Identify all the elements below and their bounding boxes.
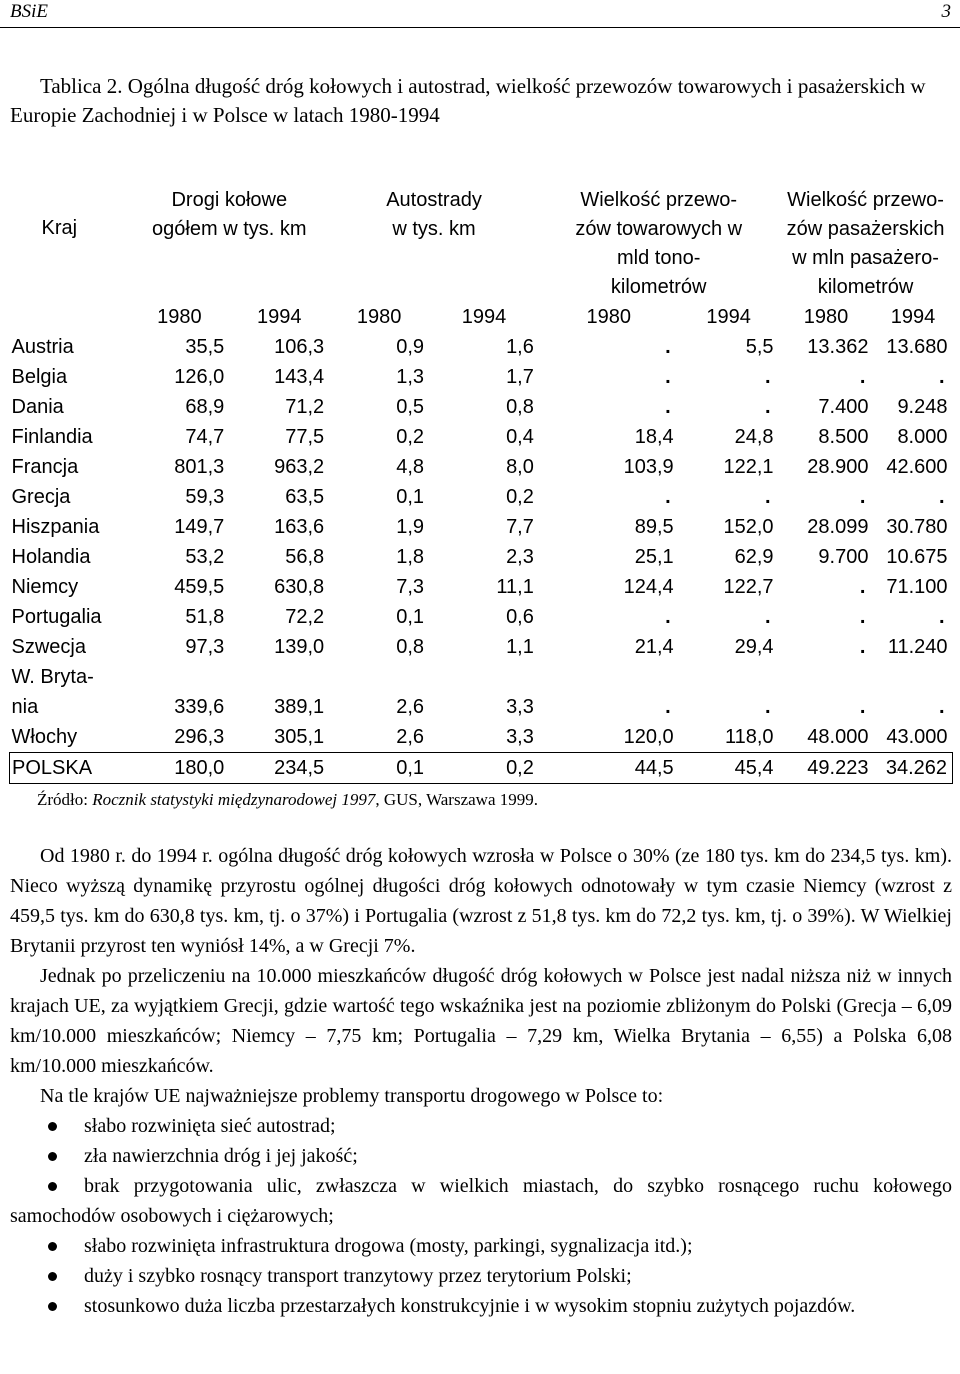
year-cell: 1994 [706,306,751,328]
value-cell: 2,6 [396,696,425,718]
value-cell: 630,8 [274,576,325,598]
value-cell: 120,0 [623,726,674,748]
value-cell: 21,4 [634,636,674,658]
list-item [10,1141,952,1171]
value-cell: 18,4 [634,426,674,448]
year-cell: 1980 [803,306,849,328]
table-row [10,572,953,602]
value-cell: 180,0 [129,753,229,784]
source-title: Rocznik statystyki międzynarodowej 1997 [92,790,376,809]
value-cell: 8.000 [897,426,948,448]
value-cell: . [764,486,771,508]
header-drogi-line2: ogółem w tys. km [152,218,307,240]
header-kraj: Kraj [41,217,78,239]
value-cell: 122,1 [723,456,774,478]
list-item-text: słabo rozwinięta infrastruktura drogowa (mosty, parkingi, sygnalizacja itd.); [84,1235,693,1257]
value-cell: 89,5 [634,516,674,538]
bullet-icon [48,1272,57,1281]
value-cell: 234,5 [229,753,329,784]
country-cell: Szwecja [11,636,86,658]
country-cell [10,662,130,722]
list-item-text: zła nawierzchnia dróg i jej jakość; [84,1145,358,1167]
value-cell: 0,2 [396,426,425,448]
value-cell: 1,6 [506,336,534,358]
value-cell: 11,1 [496,576,534,598]
value-cell: 459,5 [174,576,225,598]
value-cell: 9.248 [897,396,948,418]
year-cell: 1980 [157,306,202,328]
value-cell: 2,3 [506,546,534,568]
value-cell: . [938,696,945,718]
source-suffix: , GUS, Warszawa 1999. [375,790,538,809]
value-cell: 963,2 [274,456,325,478]
value-cell: . [665,696,671,718]
body-text [10,841,952,1321]
list-item-text: słabo rozwinięta sieć autostrad; [84,1115,336,1137]
value-cell: 0,8 [506,396,534,418]
value-cell: 97,3 [185,636,225,658]
table-row [10,753,953,784]
header-pasazerskie [779,182,953,302]
value-cell: 28.099 [807,516,869,538]
years-row [10,302,953,332]
value-cell: 48.000 [807,726,869,748]
value-cell: 72,2 [285,606,325,628]
table-row [10,722,953,753]
value-cell: 28.900 [807,456,869,478]
value-cell: 68,9 [185,396,225,418]
value-cell: . [665,396,671,418]
header-pasazerskie-line2: zów pasażerskich [786,218,945,240]
header-pasazerskie-line4: kilometrów [817,276,914,298]
header-towarowe-line1: Wielkość przewo- [580,189,738,211]
bullet-icon [48,1122,57,1131]
value-cell: 106,3 [274,336,325,358]
value-cell: . [938,486,945,508]
value-cell: 49.223 [779,753,874,784]
country-cell: Niemcy [11,576,79,598]
value-cell: 0,1 [396,606,425,628]
paragraph: Jednak po przeliczeniu na 10.000 mieszkańców długość dróg kołowych w Polsce jest nadal niższa niż w innych krajach UE, za wyjątkiem Grecji, gdzie wartość tego wskaźnika jest na poziomie zbliżonym do Polski (Grecja – 6,09 km/10.000 mieszkańców; Niemcy – 7,75 km; Portugalia – 7,29 km, Wielka Brytania – 6,55) a Polska 6,08 km/10.000 mieszkańców. [10,965,952,1077]
header-drogi [129,182,329,302]
table-row [10,332,953,362]
value-cell: . [665,336,671,358]
value-cell: 62,9 [734,546,774,568]
value-cell: 2,6 [396,726,425,748]
value-cell: . [859,366,866,388]
value-cell: 7,7 [506,516,534,538]
value-cell: 7.400 [818,396,869,418]
value-cell: 29,4 [734,636,774,658]
value-cell: 801,3 [174,456,225,478]
value-cell: 9.700 [818,546,869,568]
header-journal-name: BSiE [10,1,48,22]
table-row [10,602,953,632]
country-cell: Dania [11,396,64,418]
value-cell: 296,3 [174,726,225,748]
country-cell: Holandia [11,546,91,568]
value-cell: 59,3 [185,486,225,508]
year-cell: 1980 [356,306,402,328]
value-cell: 44,5 [539,753,679,784]
bullet-icon [48,1152,57,1161]
value-cell: 53,2 [185,546,225,568]
table-title: Tablica 2. Ogólna długość dróg kołowych i autostrad, wielkość przewozów towarowych i pasażerskich w Europie Zachodniej i w Polsce w latach 1980-1994 [10,74,926,127]
country-cell-line: W. Bryta- [11,666,94,688]
page-number: 3 [941,1,951,22]
country-cell: Hiszpania [11,516,100,538]
value-cell: 8.500 [818,426,869,448]
value-cell: . [764,606,771,628]
problem-list [10,1111,952,1321]
value-cell: 13.362 [807,336,869,358]
country-cell-line: nia [11,696,39,718]
value-cell: 0,5 [396,396,425,418]
value-cell: 389,1 [274,696,325,718]
year-cell: 1994 [890,306,936,328]
value-cell: . [764,366,771,388]
list-item [10,1261,952,1291]
table-row [10,452,953,482]
value-cell: . [938,606,945,628]
table-row [10,632,953,662]
value-cell: . [859,636,866,658]
country-cell: Francja [11,456,79,478]
value-cell: . [764,696,771,718]
country-cell: Włochy [11,726,78,748]
year-cell: 1980 [586,306,632,328]
value-cell: . [859,576,866,598]
value-cell: 0,2 [429,753,539,784]
country-cell: Finlandia [11,426,93,448]
value-cell: 149,7 [174,516,225,538]
value-cell: . [665,606,671,628]
list-item [10,1171,952,1231]
value-cell: . [665,366,671,388]
header-row [10,182,953,302]
table-row [10,362,953,392]
value-cell: 0,9 [396,336,425,358]
value-cell: . [665,486,671,508]
value-cell: 25,1 [634,546,674,568]
header-pasazerskie-line3: w mln pasażero- [792,247,939,269]
list-item [10,1111,952,1141]
value-cell: 0,1 [329,753,429,784]
list-item-text: stosunkowo duża liczba przestarzałych konstrukcyjnie i w wysokim stopniu zużytych pojazdów. [84,1295,856,1317]
value-cell: 143,4 [274,366,325,388]
statistics-table [9,182,953,784]
header-towarowe-line4: kilometrów [610,276,707,298]
table-row [10,392,953,422]
table-row [10,422,953,452]
header-towarowe-line2: zów towarowych w [575,218,743,240]
value-cell: . [938,366,945,388]
value-cell: 77,5 [285,426,325,448]
value-cell: . [764,396,771,418]
value-cell: 4,8 [396,456,425,478]
value-cell: 8,0 [506,456,534,478]
value-cell: 30.780 [886,516,948,538]
header-towarowe-line3: mld tono- [617,247,701,269]
running-header [0,0,960,28]
header-pasazerskie-line1: Wielkość przewo- [787,189,944,211]
country-cell: POLSKA [10,753,130,784]
header-autostrady [329,182,539,302]
value-cell: 7,3 [396,576,425,598]
value-cell: 34.262 [873,753,952,784]
value-cell: 56,8 [285,546,325,568]
value-cell: 163,6 [274,516,325,538]
value-cell: 24,8 [734,426,774,448]
value-cell: 51,8 [185,606,225,628]
value-cell: 118,0 [724,726,774,748]
table-row [10,542,953,572]
value-cell: 0,8 [396,636,425,658]
value-cell: 3,3 [506,696,534,718]
year-cell: 1994 [256,306,302,328]
years-blank [10,302,130,332]
value-cell: 122,7 [723,576,774,598]
value-cell: 35,5 [185,336,225,358]
value-cell: 74,7 [185,426,225,448]
value-cell: 339,6 [174,696,225,718]
header-towarowe [539,182,779,302]
value-cell: 124,4 [623,576,674,598]
country-cell: Portugalia [11,606,102,628]
table-row [10,662,953,722]
header-drogi-line1: Drogi kołowe [171,189,288,211]
paragraph: Na tle krajów UE najważniejsze problemy transportu drogowego w Polsce to: [40,1085,664,1107]
value-cell: 63,5 [285,486,325,508]
value-cell: 3,3 [506,726,534,748]
value-cell: . [859,606,866,628]
value-cell: 1,8 [396,546,425,568]
value-cell: 0,4 [506,426,534,448]
value-cell: 1,9 [396,516,425,538]
value-cell: 45,4 [679,753,779,784]
value-cell: 13.680 [886,336,948,358]
value-cell: 152,0 [723,516,774,538]
value-cell: 71,2 [285,396,325,418]
value-cell: 1,3 [396,366,425,388]
list-item [10,1291,952,1321]
value-cell: 43.000 [886,726,948,748]
list-item-text: duży i szybko rosnący transport tranzytowy przez terytorium Polski; [84,1265,632,1287]
value-cell: 103,9 [623,456,674,478]
source-prefix: Źródło: [37,790,93,809]
source-note [37,790,538,810]
list-item-text: brak przygotowania ulic, zwłaszcza w wielkich miastach, do szybko rosnącego ruchu kołowego samochodów osobowych i ciężarowych; [10,1175,952,1227]
country-cell: Austria [11,336,74,358]
value-cell: 11.240 [887,636,948,658]
value-cell: 0,6 [506,606,534,628]
bullet-icon [48,1302,57,1311]
header-autostrady-line2: w tys. km [392,218,476,240]
header-autostrady-line1: Autostrady [386,189,482,211]
list-item [10,1231,952,1261]
paragraph: Od 1980 r. do 1994 r. ogólna długość dróg kołowych wzrosła w Polsce o 30% (ze 180 tys. km do 234,5 tys. km). Nieco wyższą dynamikę przyrostu ogólnej długości dróg kołowych odnotowały w tym czasie Niemcy (wzrost z 459,5 tys. km do 630,8 tys. km, tj. o 37%) i Portugalia (wzrost z 51,8 tys. km do 72,2 tys. km, tj. o 39%). W Wielkiej Brytanii przyrost ten wyniósł 14%, a w Grecji 7%. [10,845,952,957]
value-cell: 1,7 [506,366,534,388]
bullet-icon [48,1242,57,1251]
value-cell: 126,0 [174,366,225,388]
value-cell: 139,0 [274,636,325,658]
value-cell: 305,1 [274,726,325,748]
table-row [10,482,953,512]
value-cell: . [859,696,866,718]
value-cell: . [859,486,866,508]
value-cell: 71.100 [886,576,948,598]
year-cell: 1994 [461,306,507,328]
value-cell: 5,5 [745,336,774,358]
bullet-icon [48,1182,57,1191]
value-cell: 0,1 [396,486,425,508]
value-cell: 1,1 [506,636,534,658]
country-cell: Grecja [11,486,71,508]
value-cell: 10.675 [886,546,948,568]
value-cell: 0,2 [506,486,534,508]
country-cell: Belgia [11,366,68,388]
value-cell: 42.600 [886,456,948,478]
table-row [10,512,953,542]
